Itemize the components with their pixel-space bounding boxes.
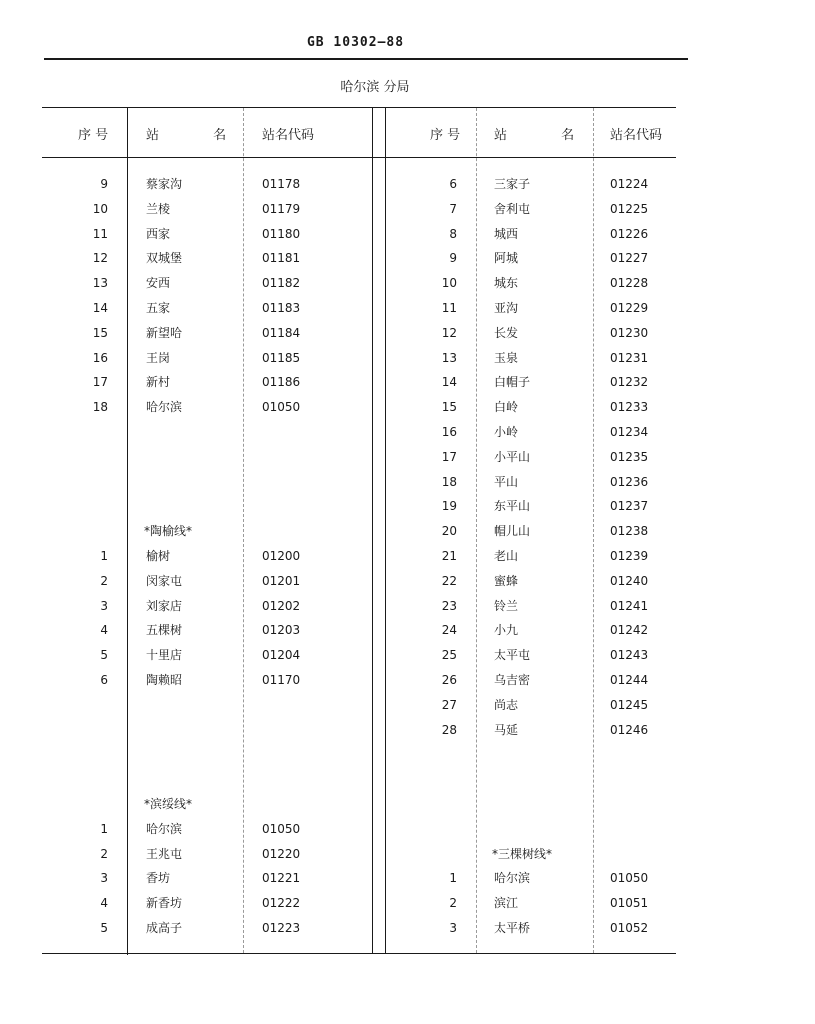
- station-code: 01224: [610, 177, 649, 191]
- seq-number: 4: [100, 896, 108, 910]
- station-code: 01235: [610, 450, 649, 464]
- station-code: 01182: [262, 276, 301, 290]
- right-header-name: 站 名: [494, 128, 575, 143]
- seq-number: 2: [100, 574, 108, 588]
- station-code: 01238: [610, 524, 649, 538]
- bureau-title: 哈尔滨 分局: [340, 80, 410, 95]
- station-code: 01222: [262, 896, 301, 910]
- station-code: 01050: [610, 871, 649, 885]
- station-name: 城西: [494, 227, 519, 241]
- station-name: 小岭: [494, 425, 519, 439]
- seq-number: 18: [92, 400, 108, 414]
- station-name: 陶赖昭: [146, 673, 183, 687]
- seq-number: 11: [92, 227, 108, 241]
- seq-number: 17: [92, 375, 108, 389]
- station-name: 长发: [494, 326, 519, 340]
- station-code: 01225: [610, 202, 649, 216]
- station-code: 01226: [610, 227, 649, 241]
- center-divider-a: [372, 108, 373, 953]
- line-section-heading: *滨绥线*: [144, 797, 193, 811]
- seq-number: 7: [449, 202, 457, 216]
- station-name: 新望哈: [146, 326, 183, 340]
- station-code: 01185: [262, 351, 301, 365]
- station-code: 01051: [610, 896, 649, 910]
- seq-number: 1: [100, 549, 108, 563]
- station-name: 亚沟: [494, 301, 519, 315]
- station-code: 01239: [610, 549, 649, 563]
- seq-number: 3: [449, 921, 457, 935]
- left-header-code: 站名代码: [262, 128, 315, 143]
- station-name: 新村: [146, 375, 171, 389]
- top-rule: [44, 58, 688, 60]
- seq-number: 5: [100, 648, 108, 662]
- left-header-name: 站 名: [146, 128, 227, 143]
- seq-number: 24: [441, 623, 457, 637]
- center-divider-b: [385, 108, 386, 953]
- station-name: 王兆屯: [146, 847, 183, 861]
- seq-number: 10: [441, 276, 457, 290]
- station-name: 闵家屯: [146, 574, 183, 588]
- seq-number: 15: [441, 400, 457, 414]
- station-code: 01227: [610, 251, 649, 265]
- station-name: 五家: [146, 301, 171, 315]
- station-name: 白帽子: [494, 375, 531, 389]
- station-code: 01234: [610, 425, 649, 439]
- station-name: 太平桥: [494, 921, 531, 935]
- station-name: 太平屯: [494, 648, 531, 662]
- seq-number: 25: [441, 648, 457, 662]
- station-code: 01178: [262, 177, 301, 191]
- station-code: 01231: [610, 351, 649, 365]
- station-name: 城东: [494, 276, 519, 290]
- station-name: 哈尔滨: [494, 871, 531, 885]
- station-code: 01201: [262, 574, 301, 588]
- station-code: 01184: [262, 326, 301, 340]
- seq-number: 4: [100, 623, 108, 637]
- station-code: 01181: [262, 251, 301, 265]
- seq-number: 19: [441, 499, 457, 513]
- station-name: 十里店: [146, 648, 183, 662]
- station-code: 01186: [262, 375, 301, 389]
- seq-number: 14: [441, 375, 457, 389]
- station-name: 刘家店: [146, 599, 183, 613]
- station-code: 01245: [610, 698, 649, 712]
- line-section-heading: *三棵树线*: [492, 847, 553, 861]
- seq-number: 3: [100, 599, 108, 613]
- station-code: 01242: [610, 623, 649, 637]
- station-code: 01241: [610, 599, 649, 613]
- seq-number: 6: [100, 673, 108, 687]
- station-name: 蜜蜂: [494, 574, 519, 588]
- seq-number: 20: [441, 524, 457, 538]
- left-name-divider: [243, 108, 244, 953]
- left-seq-divider: [127, 108, 128, 955]
- seq-number: 13: [92, 276, 108, 290]
- seq-number: 15: [92, 326, 108, 340]
- station-code: 01228: [610, 276, 649, 290]
- right-header-seq: 序 号: [430, 128, 461, 143]
- seq-number: 16: [92, 351, 108, 365]
- station-name: 新香坊: [146, 896, 183, 910]
- seq-number: 26: [441, 673, 457, 687]
- station-code: 01179: [262, 202, 301, 216]
- seq-number: 22: [441, 574, 457, 588]
- seq-number: 3: [100, 871, 108, 885]
- seq-number: 12: [92, 251, 108, 265]
- station-name: 双城堡: [146, 251, 183, 265]
- station-code: 01170: [262, 673, 301, 687]
- seq-number: 17: [441, 450, 457, 464]
- seq-number: 2: [449, 896, 457, 910]
- station-name: 平山: [494, 475, 519, 489]
- station-code: 01244: [610, 673, 649, 687]
- station-code: 01221: [262, 871, 301, 885]
- station-code: 01229: [610, 301, 649, 315]
- station-code: 01243: [610, 648, 649, 662]
- station-name: 三家子: [494, 177, 531, 191]
- right-name-divider: [593, 108, 594, 953]
- station-name: 榆树: [146, 549, 171, 563]
- seq-number: 28: [441, 723, 457, 737]
- station-name: 尚志: [494, 698, 519, 712]
- right-header-code: 站名代码: [610, 128, 663, 143]
- station-code: 01180: [262, 227, 301, 241]
- station-code: 01203: [262, 623, 301, 637]
- station-name: 东平山: [494, 499, 531, 513]
- line-section-heading: *陶榆线*: [144, 524, 193, 538]
- seq-number: 13: [441, 351, 457, 365]
- station-name: 哈尔滨: [146, 400, 183, 414]
- station-name: 成高子: [146, 921, 183, 935]
- station-code: 01236: [610, 475, 649, 489]
- station-code: 01233: [610, 400, 649, 414]
- station-name: 小平山: [494, 450, 531, 464]
- station-name: 王岗: [146, 351, 171, 365]
- right-seq-divider: [476, 108, 477, 953]
- station-code: 01052: [610, 921, 649, 935]
- station-name: 阿城: [494, 251, 519, 265]
- station-name: 蔡家沟: [146, 177, 183, 191]
- seq-number: 1: [100, 822, 108, 836]
- seq-number: 23: [441, 599, 457, 613]
- station-name: 小九: [494, 623, 519, 637]
- station-code: 01240: [610, 574, 649, 588]
- station-name: 玉泉: [494, 351, 519, 365]
- seq-number: 8: [449, 227, 457, 241]
- station-code: 01200: [262, 549, 301, 563]
- seq-number: 9: [100, 177, 108, 191]
- seq-number: 27: [441, 698, 457, 712]
- seq-number: 18: [441, 475, 457, 489]
- seq-number: 21: [441, 549, 457, 563]
- seq-number: 11: [441, 301, 457, 315]
- station-code: 01223: [262, 921, 301, 935]
- seq-number: 14: [92, 301, 108, 315]
- standard-code: GB 10302—88: [306, 35, 405, 50]
- station-code: 01050: [262, 822, 301, 836]
- station-name: 哈尔滨: [146, 822, 183, 836]
- seq-number: 16: [441, 425, 457, 439]
- table-top-rule: [42, 107, 676, 108]
- seq-number: 9: [449, 251, 457, 265]
- station-code: 01232: [610, 375, 649, 389]
- station-name: 乌吉密: [494, 673, 531, 687]
- station-name: 兰棱: [146, 202, 171, 216]
- seq-number: 2: [100, 847, 108, 861]
- header-bottom-rule: [42, 157, 676, 158]
- seq-number: 10: [92, 202, 108, 216]
- seq-number: 12: [441, 326, 457, 340]
- station-name: 滨江: [494, 896, 519, 910]
- station-name: 帽儿山: [494, 524, 531, 538]
- station-code: 01230: [610, 326, 649, 340]
- station-code: 01246: [610, 723, 649, 737]
- left-header-seq: 序 号: [78, 128, 109, 143]
- station-name: 铃兰: [494, 599, 519, 613]
- station-code: 01183: [262, 301, 301, 315]
- station-code: 01204: [262, 648, 301, 662]
- station-name: 西家: [146, 227, 171, 241]
- station-name: 老山: [494, 549, 519, 563]
- seq-number: 1: [449, 871, 457, 885]
- station-name: 马延: [494, 723, 519, 737]
- station-name: 五棵树: [146, 623, 183, 637]
- station-name: 舍利屯: [494, 202, 531, 216]
- station-code: 01050: [262, 400, 301, 414]
- station-code: 01237: [610, 499, 649, 513]
- station-name: 香坊: [146, 871, 171, 885]
- station-name: 安西: [146, 276, 171, 290]
- seq-number: 5: [100, 921, 108, 935]
- seq-number: 6: [449, 177, 457, 191]
- station-code: 01220: [262, 847, 301, 861]
- station-name: 白岭: [494, 400, 519, 414]
- table-bottom-rule: [42, 953, 676, 954]
- station-code: 01202: [262, 599, 301, 613]
